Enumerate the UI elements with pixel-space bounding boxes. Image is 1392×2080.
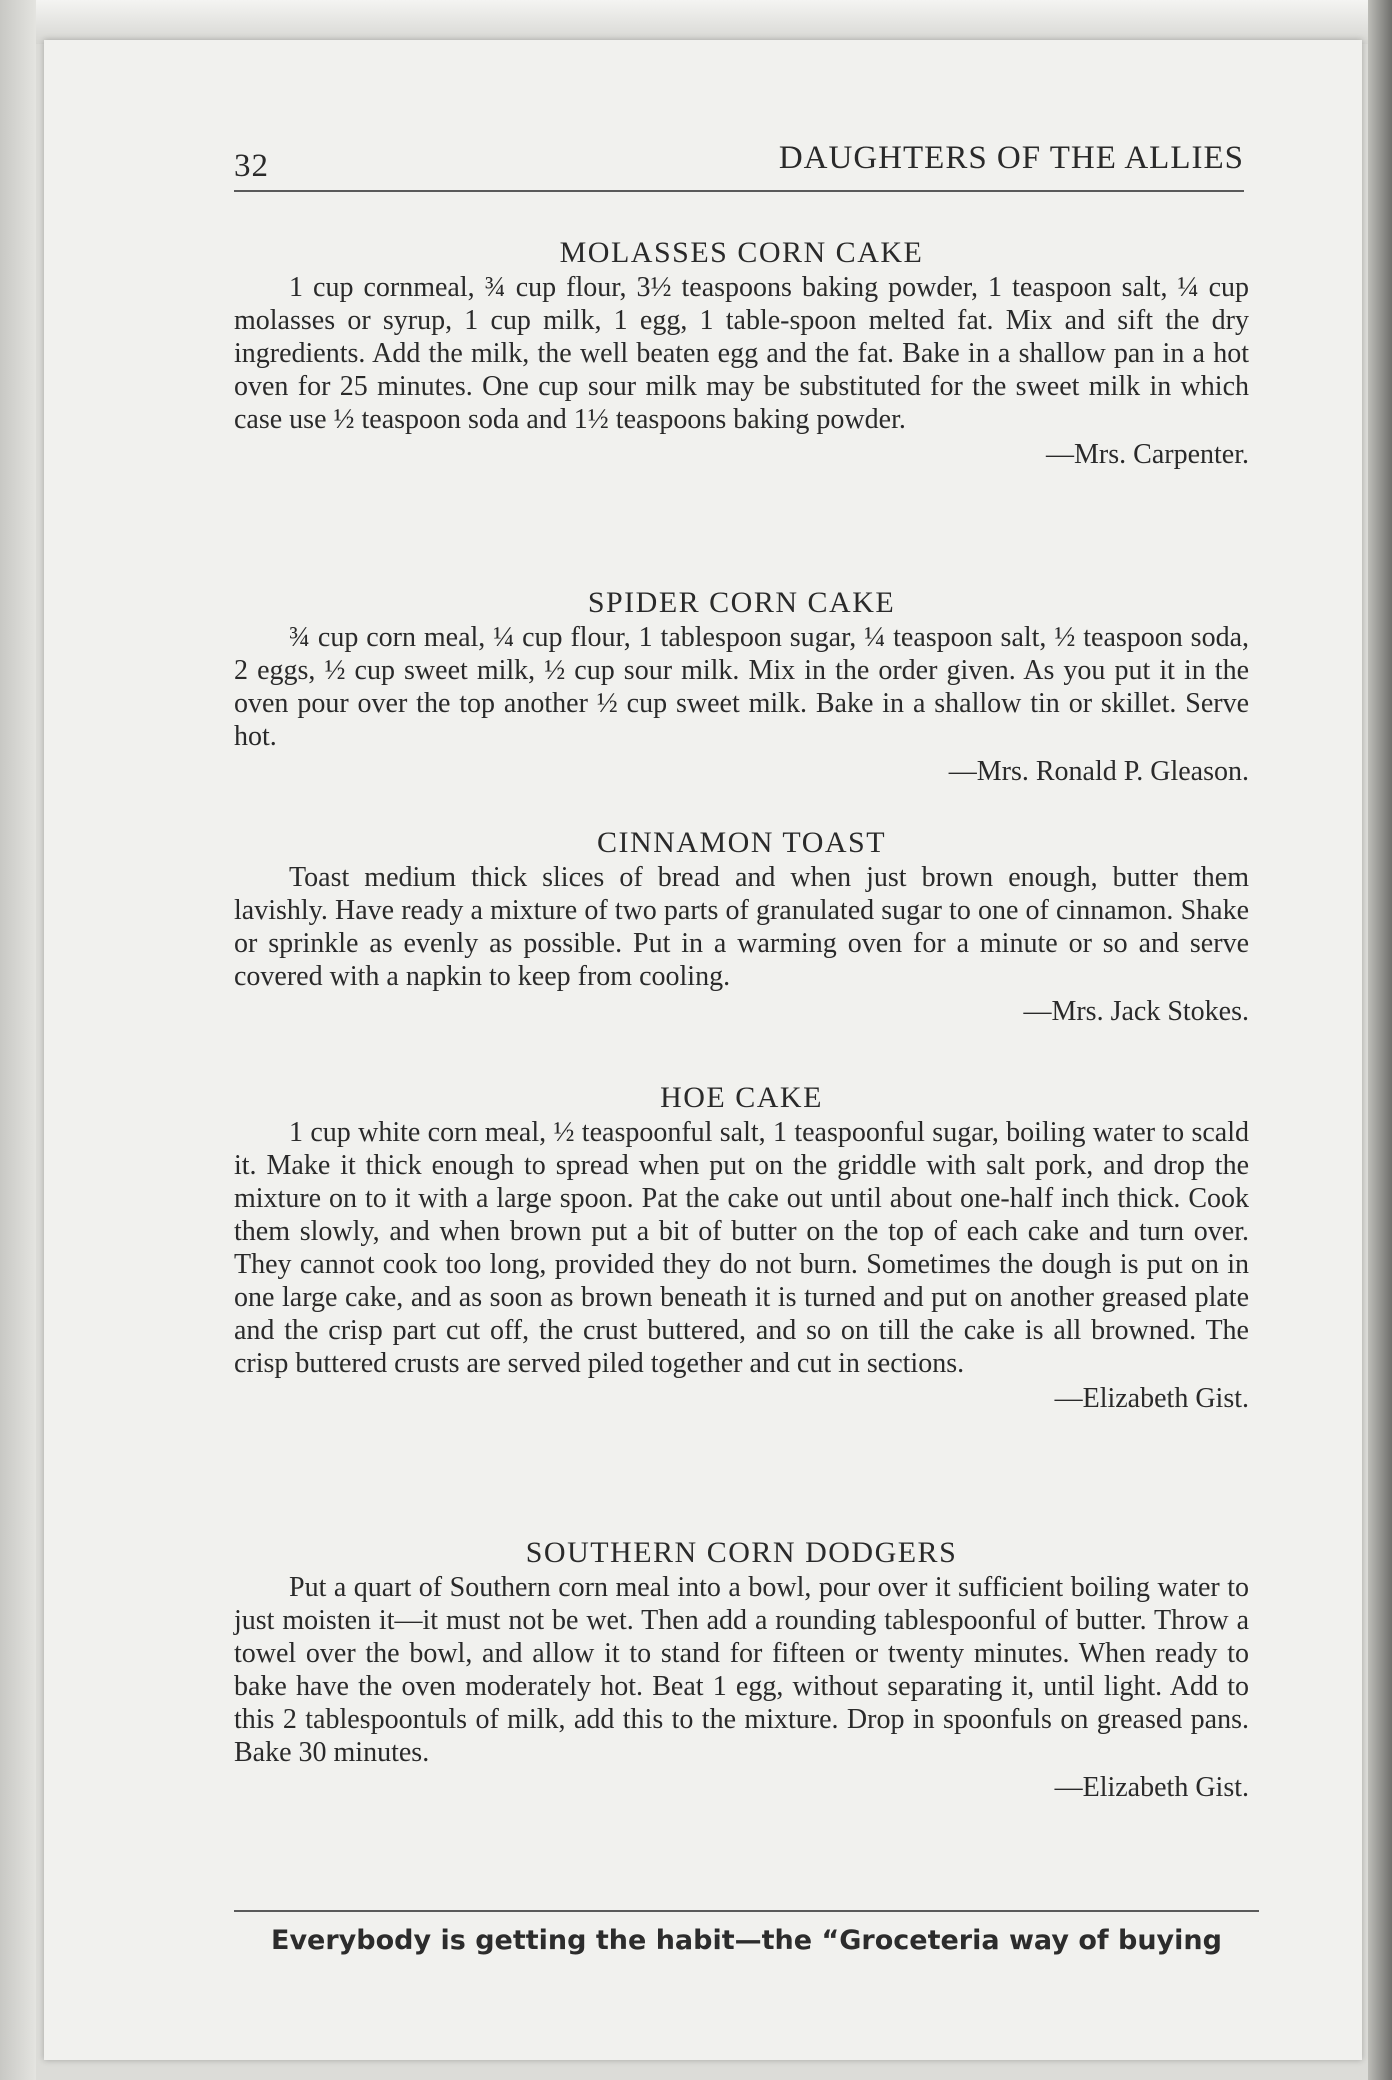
recipe-author: —Elizabeth Gist. [1054,1772,1249,1803]
recipe-body: ¾ cup corn meal, ¼ cup flour, 1 tablespoon sugar, ¼ teaspoon salt, ½ teaspoon soda, 2 eggs, ½ cup sweet milk, ½ cup sour milk. Mix in the order given. As you put it in the oven pour over the top another ½ cup sweet milk. Bake in a shallow tin or skillet. Serve hot. [234,622,1249,752]
recipe-title: MOLASSES CORN CAKE [559,236,924,269]
recipe-title: CINNAMON TOAST [596,826,887,859]
scan-edge-top [0,0,1392,44]
recipe-title: HOE CAKE [660,1081,823,1114]
recipe-molasses-corn-cake [234,235,1249,471]
book-page [44,40,1362,2060]
recipe-title: SPIDER CORN CAKE [587,586,896,619]
footer-divider [234,1910,1259,1912]
recipe-author: —Mrs. Ronald P. Gleason. [948,756,1249,787]
recipe-cinnamon-toast [234,825,1249,1028]
scan-edge-right [1368,0,1392,2080]
footer-advertisement: Everybody is getting the habit—the “Groceteria way of buying [271,1925,1222,1956]
recipe-author: —Mrs. Jack Stokes. [1023,996,1249,1027]
recipe-author: —Elizabeth Gist. [1054,1383,1249,1414]
running-header [234,140,1244,192]
recipe-body: 1 cup cornmeal, ¾ cup flour, 3½ teaspoons baking powder, 1 teaspoon salt, ¼ cup molasses or syrup, 1 cup milk, 1 egg, 1 table-spoon melted fat. Mix and sift the dry ingredients. Add the milk, the well beaten egg and the fat. Bake in a shallow pan in a hot oven for 25 minutes. One cup sour milk may be substituted for the sweet milk in which case use ½ teaspoon soda and 1½ teaspoons baking powder. [234,272,1249,435]
running-title: DAUGHTERS OF THE ALLIES [778,140,1244,176]
recipe-body: Put a quart of Southern corn meal into a bowl, pour over it sufficient boiling water to just moisten it—it must not be wet. Then add a rounding tablespoonful of butter. Throw a towel over the bowl, and allow it to stand for fifteen or twenty minutes. When ready to bake have the oven moderately hot. Beat 1 egg, without separating it, until light. Add to this 2 tablespoontuls of milk, add this to the mixture. Drop in spoonfuls on greased pans. Bake 30 minutes. [234,1572,1249,1768]
scan-edge-left [0,0,36,2080]
page-number: 32 [234,148,269,184]
recipe-southern-corn-dodgers [234,1535,1249,1804]
recipe-spider-corn-cake [234,585,1249,788]
recipe-title: SOUTHERN CORN DODGERS [525,1536,958,1569]
recipe-body: 1 cup white corn meal, ½ teaspoonful salt, 1 teaspoonful sugar, boiling water to scald it. Make it thick enough to spread when put on the griddle with salt pork, and drop the mixture on to it with a large spoon. Pat the cake out until about one-half inch thick. Cook them slowly, and when brown put a bit of butter on the top of each cake and turn over. They cannot cook too long, provided they do not burn. Sometimes the dough is put on in one large cake, and as soon as brown beneath it is turned and put on another greased plate and the crisp part cut off, the crust buttered, and so on till the cake is all browned. The crisp buttered crusts are served piled together and cut in sections. [234,1117,1249,1379]
recipe-body: Toast medium thick slices of bread and when just brown enough, butter them lavishly. Have ready a mixture of two parts of granulated sugar to one of cinnamon. Shake or sprinkle as evenly as possible. Put in a warming oven for a minute or so and serve covered with a napkin to keep from cooling. [234,862,1249,992]
recipe-hoe-cake [234,1080,1249,1415]
recipe-author: —Mrs. Carpenter. [1046,439,1249,470]
